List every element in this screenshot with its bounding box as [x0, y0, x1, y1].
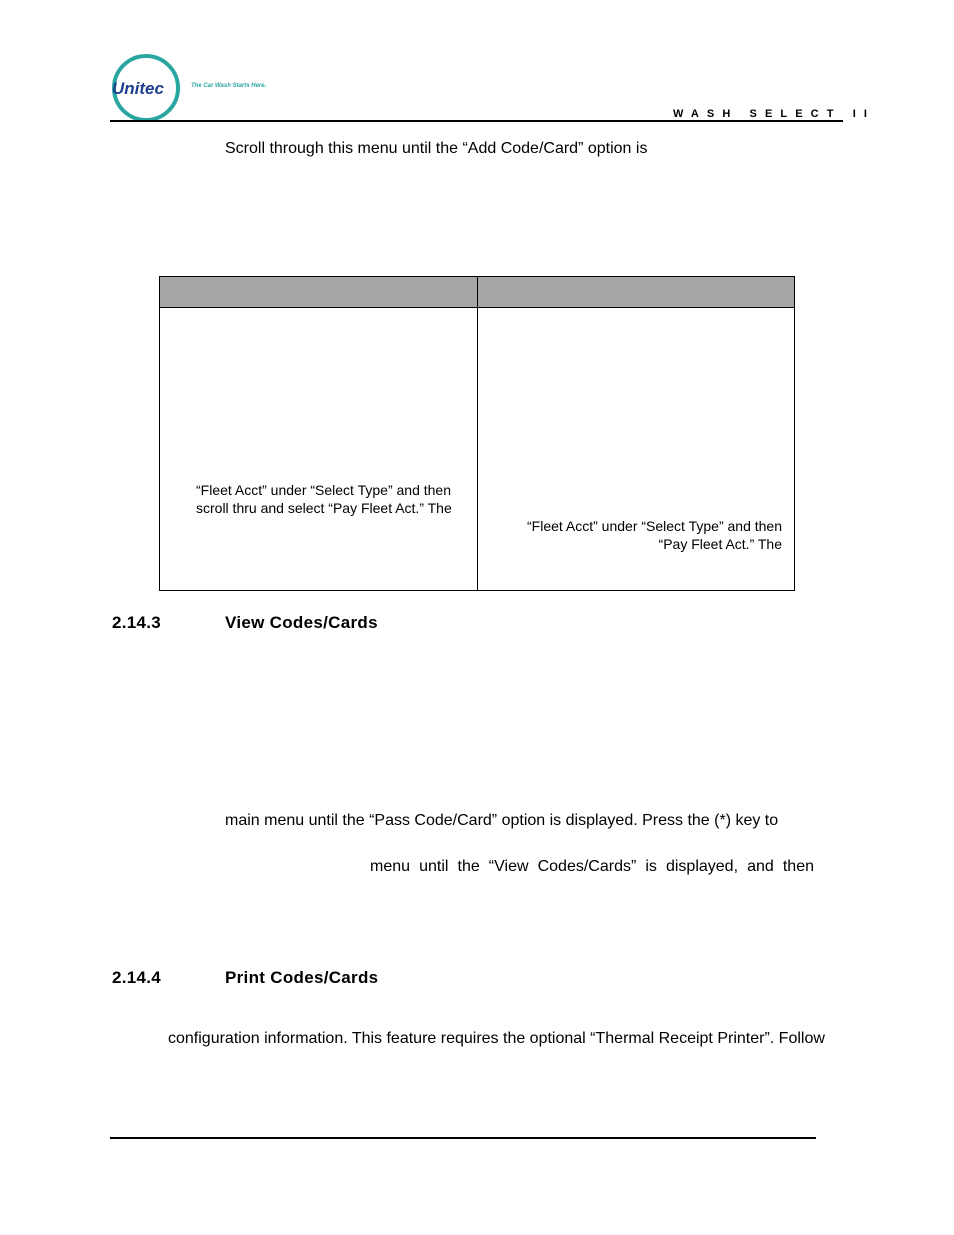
table-column-divider	[477, 277, 478, 590]
footer-rule	[110, 1137, 816, 1139]
table-left-cell-line1: “Fleet Acct” under “Select Type” and then	[196, 482, 451, 498]
logo-wordmark: Unitec	[112, 79, 164, 98]
logo-tagline: The Car Wash Starts Here.	[191, 83, 267, 89]
scroll-instruction: Scroll through this menu until the “Add Code/Card” option is	[225, 140, 648, 157]
print-paragraph-line1: configuration information. This feature requires the optional “Thermal Receipt Printer”. Follow	[168, 1030, 825, 1047]
section-number-view: 2.14.3	[112, 613, 162, 632]
document-title: WASH SELECT II	[673, 108, 876, 120]
table-right-cell-line1: “Fleet Acct” under “Select Type” and then	[527, 518, 782, 534]
view-paragraph-line1: main menu until the “Pass Code/Card” option is displayed. Press the (*) key to	[225, 812, 779, 829]
table-right-cell-line2: “Pay Fleet Act.” The	[658, 536, 782, 552]
section-title-view: View Codes/Cards	[225, 613, 378, 632]
section-number-print: 2.14.4	[112, 968, 162, 987]
header-rule	[110, 120, 843, 122]
view-paragraph-line2: menu until the “View Codes/Cards” is displayed, and then	[370, 858, 814, 875]
section-title-print: Print Codes/Cards	[225, 968, 379, 987]
table-left-cell-line2: scroll thru and select “Pay Fleet Act.” The	[196, 500, 452, 516]
fleet-table	[159, 276, 795, 591]
